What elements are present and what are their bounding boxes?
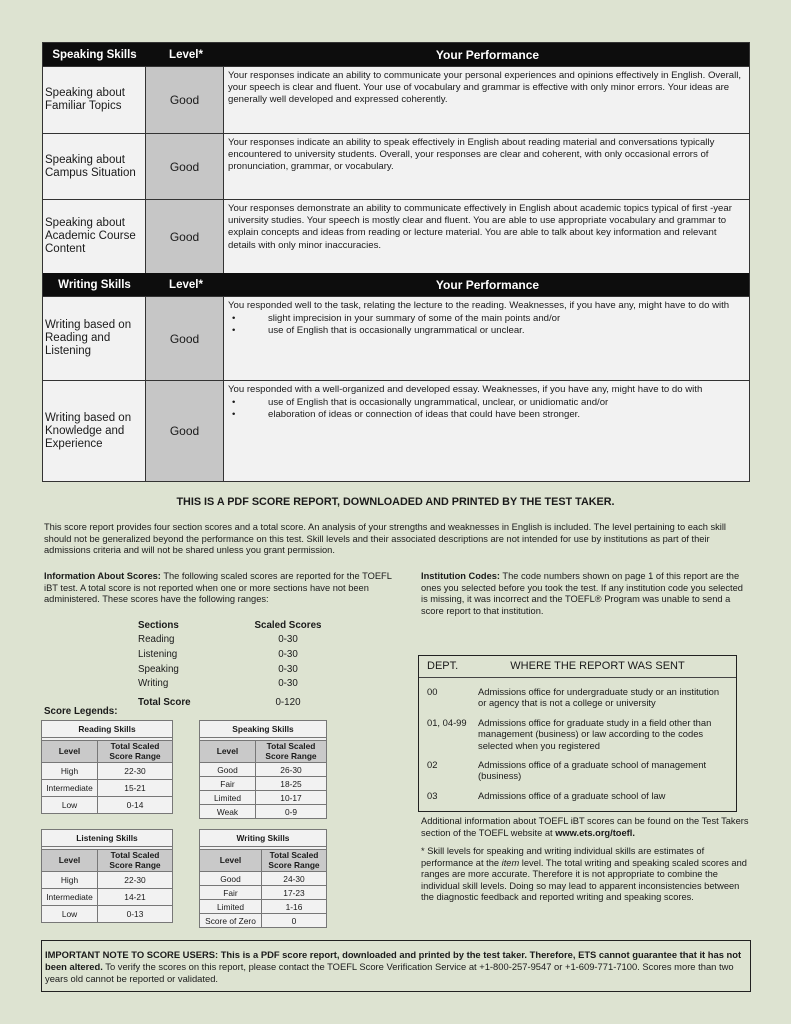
range-row: Speaking 0-30 (138, 663, 298, 675)
performance-bullet: • use of English that is occasionally ungrammatical, unclear, or unidiomatic and/or (228, 397, 745, 409)
legend-title: Speaking Skills (200, 721, 327, 738)
pdf-banner: THIS IS A PDF SCORE REPORT, DOWNLOADED AND PRINTED BY THE TEST TAKER. (176, 496, 615, 508)
writing-legend: Writing Skills Level Total Scaled Score Range Good 24-30 Fair 17-23 Limited 1-16 Score of Zero 0 (199, 829, 327, 928)
header-skill: Writing Skills (58, 278, 131, 291)
reading-legend: Reading Skills Level Total Scaled Score Range High 22-30 Intermediate 15-21 Low 0-14 (41, 720, 173, 814)
writing-header (43, 273, 749, 296)
note-bold: IMPORTANT NOTE TO SCORE USERS: This is a PDF score report, downloaded and printed by the test taker. Therefore, ETS cannot guarantee that it has not been altered. (45, 949, 742, 972)
info-title: Information About Scores: (44, 571, 161, 581)
speaking-header (43, 43, 749, 66)
skill-performance: Your responses indicate an ability to speak effectively in English about reading material and conversations typically encountered to university students. Overall, your responses are clear and coherent, with only occasional errors of pronunciation, grammar, or vocabulary. (228, 137, 715, 173)
dept-table (418, 655, 737, 812)
institution-title: Institution Codes: (421, 571, 501, 581)
writing-row-independent (43, 380, 749, 481)
performance-bullet: • elaboration of ideas or connection of ideas that could have been stronger. (228, 409, 745, 421)
speaking-row-academic (43, 199, 749, 273)
range-total: Total Score 0-120 (138, 696, 301, 708)
header-performance: Your Performance (435, 47, 540, 62)
skill-level: Good (146, 297, 224, 380)
range-row: Listening 0-30 (138, 648, 298, 660)
legend-row: Limited 1-16 (200, 900, 327, 914)
legend-row: Score of Zero 0 (200, 914, 327, 928)
skill-name: Speaking about Campus Situation (43, 134, 146, 199)
speaking-row-campus (43, 133, 749, 199)
institution-codes (421, 571, 743, 617)
performance-text: You responded well to the task, relating the lecture to the reading. Weaknesses, if you have any, might have to do with (228, 300, 730, 311)
legend-row: Low 0-14 (42, 797, 173, 814)
legend-row: Limited 10-17 (200, 791, 327, 805)
dept-row: 01, 04-99 Admissions office for graduate study in a field other than management (business) or law according to the codes selected when you registered (427, 716, 712, 751)
intro-paragraph: This score report provides four section scores and a total score. An analysis of your strengths and weaknesses in English is included. The level pertaining to each skill should not be generalized beyond the performance on this test. Skill levels and their associated descriptions are not intended for use by institutions as part of their admissions criteria and will not be shared unless you grant permission. (44, 522, 726, 556)
skill-performance: Your responses demonstrate an ability to communicate effectively in English about academic topics typical of first -year university studies. Your speech is mostly clear and fluent. You are able to use appropriate vocabulary and grammar to explain concepts and ideas from reading or lecture material. You are able to talk about key information and relevant details with only minor inaccuracies. (228, 203, 732, 251)
legend-row: Intermediate 15-21 (42, 780, 173, 797)
legend-row: High 22-30 (42, 872, 173, 889)
header-performance: Your Performance (435, 277, 540, 292)
legend-title: Writing Skills (200, 830, 327, 847)
skill-name: Writing based on Reading and Listening (43, 297, 146, 380)
listening-legend: Listening Skills Level Total Scaled Score Range High 22-30 Intermediate 14-21 Low 0-13 (41, 829, 173, 923)
skill-footnote: * Skill levels for speaking and writing individual skills are estimates of performance at the item level. The total writing and speaking scaled scores and ranges are more accurate. Therefore it is not appropriate to combine the individual skill levels. Doing so may lead to apparent inconsistencies between the diagnostic feedback and reported writing and speaking scores. (421, 846, 747, 902)
header-skill: Speaking Skills (52, 48, 137, 61)
ranges-header: Sections Scaled Scores (138, 619, 322, 631)
dept-row: 02 Admissions office of a graduate school of management (business) (427, 759, 707, 782)
range-row: Writing 0-30 (138, 678, 298, 690)
legend-row: High 22-30 (42, 763, 173, 780)
info-text: The following scaled scores are reported for the TOEFL iBT test. A total score is not reported when one or more sections have not been administered. These scores have the following ranges: (44, 571, 392, 604)
performance-bullet: • use of English that is occasionally ungrammatical or unclear. (228, 325, 745, 337)
legend-row: Good 24-30 (200, 872, 327, 886)
skill-level: Good (146, 381, 224, 481)
skill-name: Writing based on Knowledge and Experience (43, 381, 146, 481)
score-ranges (138, 618, 328, 710)
skill-performance (224, 381, 749, 481)
dept-header: DEPT. WHERE THE REPORT WAS SENT (419, 656, 736, 678)
legend-row: Intermediate 14-21 (42, 889, 173, 906)
legend-title: Reading Skills (42, 721, 173, 738)
legend-row: Good 26-30 (200, 763, 327, 777)
skill-name: Speaking about Familiar Topics (43, 67, 146, 133)
header-level: Level* (169, 278, 203, 291)
legend-row: Weak 0-9 (200, 805, 327, 819)
info-about-scores (44, 571, 402, 606)
institution-text: The code numbers shown on page 1 of this report are the ones you selected before you took the test. If any institution code you selected is missing, it was incorrect and the TOEFL® Program was unable to send a score report to that institution. (421, 571, 743, 616)
dept-row: 03 Admissions office of a graduate school of law (427, 789, 666, 801)
ets-website-link[interactable]: www.ets.org/toefl. (555, 827, 635, 838)
legend-title: Listening Skills (42, 830, 173, 847)
skill-name: Speaking about Academic Course Content (43, 200, 146, 273)
additional-info: Additional information about TOEFL iBT scores can be found on the Test Takers section of the TOEFL website at www.ets.org/toefl. (421, 816, 749, 838)
skill-performance (224, 297, 749, 380)
skills-table (42, 42, 750, 482)
performance-text: You responded with a well-organized and developed essay. Weaknesses, if you have any, might have to do with (228, 384, 703, 395)
note-text: To verify the scores on this report, please contact the TOEFL Score Verification Service at +1-800-257-9547 or +1-609-771-7100. Scores more than two years old cannot be reported or validated. (45, 961, 734, 984)
skill-performance: Your responses indicate an ability to communicate your personal experiences and opinions effectively in English. Overall, your speech is clear and fluent. Your use of vocabulary and grammar is effective with only minor errors. Your ideas are generally well developed and expressed coherently. (228, 70, 742, 106)
writing-row-integrated (43, 296, 749, 380)
legend-row: Fair 18-25 (200, 777, 327, 791)
important-note (41, 940, 751, 992)
range-row: Reading 0-30 (138, 634, 298, 646)
skill-level: Good (146, 134, 224, 199)
score-legends-title: Score Legends: (44, 706, 118, 717)
legend-row: Fair 17-23 (200, 886, 327, 900)
speaking-row-familiar (43, 66, 749, 133)
legend-row: Low 0-13 (42, 906, 173, 923)
skill-level: Good (146, 200, 224, 273)
skill-level: Good (146, 67, 224, 133)
header-level: Level* (169, 48, 203, 61)
performance-bullet: • slight imprecision in your summary of some of the main points and/or (228, 313, 745, 325)
speaking-legend: Speaking Skills Level Total Scaled Score Range Good 26-30 Fair 18-25 Limited 10-17 Weak 0-9 (199, 720, 327, 819)
dept-row: 00 Admissions office for undergraduate study or an institution or agency that is not a college or university (427, 686, 720, 709)
